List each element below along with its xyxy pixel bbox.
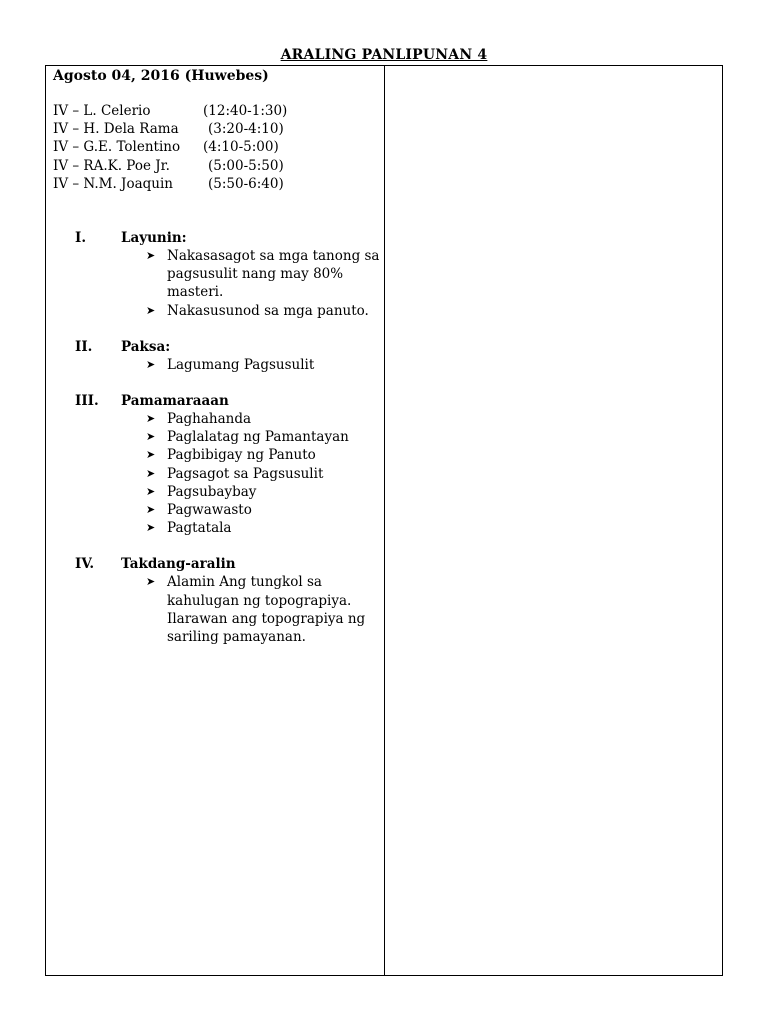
section-title: Takdang-aralin — [121, 556, 236, 573]
list-item: ➤ Pagwawasto — [146, 502, 252, 519]
section-time: (5:00-5:50) — [208, 157, 284, 174]
section-time: (3:20-4:10) — [208, 121, 284, 138]
list-item: ➤ Lagumang Pagsusulit — [146, 356, 315, 373]
class-schedule — [53, 102, 287, 193]
schedule-row — [53, 102, 287, 120]
schedule-row — [53, 157, 287, 175]
section-number: I. — [75, 230, 87, 246]
section-time: (5:50-6:40) — [208, 175, 284, 192]
list-item: ➤ Paglalatag ng Pamantayan — [146, 429, 349, 446]
list-item: ➤ Paghahanda — [146, 411, 252, 428]
section-name: IV – RA.K. Poe Jr. — [53, 157, 170, 174]
section-procedure — [46, 392, 385, 537]
section-name: IV – N.M. Joaquin — [53, 175, 173, 192]
lesson-sections — [46, 229, 385, 646]
section-time: (4:10-5:00) — [203, 139, 279, 156]
list-item: ➤ Pagtatala — [146, 520, 232, 537]
arrowhead-bullet-icon: ➤ — [146, 484, 156, 498]
arrowhead-bullet-icon: ➤ — [146, 357, 156, 371]
section-topic — [46, 338, 385, 374]
arrowhead-bullet-icon: ➤ — [146, 521, 156, 535]
section-title: Pamamaraaan — [121, 393, 229, 410]
arrowhead-bullet-icon: ➤ — [146, 412, 156, 426]
section-name: IV – L. Celerio — [53, 103, 151, 119]
lesson-plan-table — [45, 65, 723, 976]
arrowhead-bullet-icon: ➤ — [146, 430, 156, 444]
section-name: IV – G.E. Tolentino — [53, 139, 181, 156]
arrowhead-bullet-icon: ➤ — [146, 575, 156, 589]
section-time: (12:40-1:30) — [203, 103, 288, 119]
arrowhead-bullet-icon: ➤ — [146, 466, 156, 480]
list-item: ➤ Pagsubaybay — [146, 483, 257, 500]
section-objectives — [46, 229, 385, 320]
list-item: ➤ Nakasusunod sa mga panuto. — [146, 302, 369, 319]
section-number: III. — [75, 393, 99, 410]
section-number: II. — [75, 338, 93, 355]
right-column — [385, 66, 722, 975]
list-item: ➤ Pagbibigay ng Panuto — [146, 447, 316, 464]
section-title: Layunin: — [121, 230, 187, 246]
list-item: ➤ Pagsagot sa Pagsusulit — [146, 465, 324, 482]
section-homework — [46, 555, 385, 646]
document-title: ARALING PANLIPUNAN 4 — [280, 47, 488, 63]
arrowhead-bullet-icon: ➤ — [146, 448, 156, 462]
arrowhead-bullet-icon: ➤ — [146, 503, 156, 517]
list-item: ➤ Nakasasagot sa mga tanong sa pagsusulit nang may 80% masteri. — [146, 248, 380, 301]
section-number: IV. — [75, 556, 95, 573]
left-column — [46, 66, 385, 975]
arrowhead-bullet-icon: ➤ — [146, 249, 156, 262]
schedule-row — [53, 120, 287, 138]
list-item: ➤ Alamin Ang tungkol sa kahulugan ng topograpiya. Ilarawan ang topograpiya ng sariling pamayanan. — [146, 574, 366, 646]
lesson-date: Agosto 04, 2016 (Huwebes) — [53, 68, 269, 84]
section-name: IV – H. Dela Rama — [53, 121, 179, 138]
section-title: Paksa: — [121, 338, 171, 355]
schedule-row — [53, 138, 287, 156]
arrowhead-bullet-icon: ➤ — [146, 303, 156, 317]
schedule-row — [53, 175, 287, 193]
